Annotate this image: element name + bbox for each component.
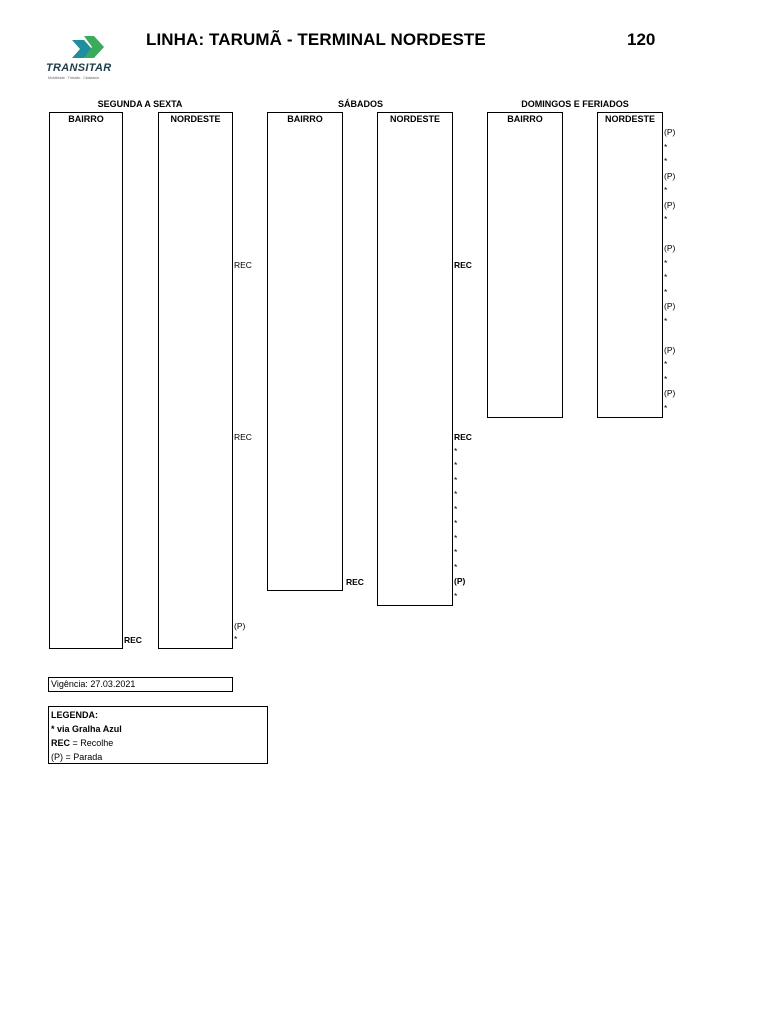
section-weekday: SEGUNDA A SEXTA — [97, 99, 183, 109]
column-header: NORDESTE — [389, 114, 440, 124]
sunday-bairro-column — [487, 112, 563, 418]
section-sunday: DOMINGOS E FERIADOS — [521, 99, 629, 109]
rec-mark: REC — [124, 635, 142, 645]
star-mark: * — [664, 374, 668, 384]
weekday-bairro-column — [49, 112, 123, 649]
stop-mark: (P) — [664, 171, 676, 181]
star-mark: * — [454, 562, 458, 572]
legend-box — [48, 706, 268, 764]
stop-mark: (P) — [664, 301, 676, 311]
column-header: BAIRRO — [68, 114, 104, 124]
legend-title: LEGENDA: — [51, 710, 98, 720]
star-mark: * — [454, 460, 458, 470]
stop-mark: (P) — [664, 345, 676, 355]
logo-tagline: Mobilidade . Trânsito . Cidadania — [48, 76, 99, 80]
star-mark: * — [234, 634, 238, 644]
saturday-nordeste-column — [377, 112, 453, 606]
legend-rec-key: REC — [51, 738, 71, 748]
rec-mark: REC — [346, 577, 364, 587]
section-saturday: SÁBADOS — [337, 99, 383, 109]
star-mark: * — [454, 489, 458, 499]
stop-mark: (P) — [664, 388, 676, 398]
column-header: NORDESTE — [604, 114, 655, 124]
star-mark: * — [664, 272, 668, 282]
logo-arrows-icon — [70, 34, 130, 64]
star-mark: * — [664, 359, 668, 369]
star-mark: * — [664, 403, 668, 413]
star-mark: * — [454, 504, 458, 514]
star-mark: * — [664, 142, 668, 152]
rec-mark: REC — [234, 432, 252, 442]
legend-rec-desc: = Recolhe — [70, 738, 114, 748]
stop-mark: (P) — [454, 576, 466, 586]
star-mark: * — [664, 287, 668, 297]
stop-mark: (P) — [234, 621, 246, 631]
page-title: LINHA: TARUMÃ - TERMINAL NORDESTE — [146, 30, 486, 49]
column-header: BAIRRO — [287, 114, 323, 124]
star-mark: * — [454, 591, 458, 601]
rec-mark: REC — [454, 432, 472, 442]
rec-mark: REC — [454, 260, 472, 270]
stop-mark: (P) — [664, 243, 676, 253]
star-mark: * — [454, 518, 458, 528]
line-number: 120 — [627, 30, 656, 49]
rec-mark: REC — [234, 260, 252, 270]
legend-star: * via Gralha Azul — [51, 724, 122, 734]
weekday-nordeste-column — [158, 112, 233, 649]
stop-mark: (P) — [664, 127, 676, 137]
star-mark: * — [454, 547, 458, 557]
star-mark: * — [664, 185, 668, 195]
star-mark: * — [454, 475, 458, 485]
star-mark: * — [664, 316, 668, 326]
star-mark: * — [664, 156, 668, 166]
star-mark: * — [454, 446, 458, 456]
logo-text: TRANSITAR — [46, 62, 112, 74]
star-mark: * — [454, 533, 458, 543]
star-mark: * — [664, 258, 668, 268]
legend-stop: (P) = Parada — [51, 752, 103, 762]
validity-text: Vigência: 27.03.2021 — [51, 679, 136, 689]
validity-box — [48, 677, 233, 692]
column-header: NORDESTE — [170, 114, 221, 124]
column-header: BAIRRO — [507, 114, 543, 124]
saturday-bairro-column — [267, 112, 343, 591]
stop-mark: (P) — [664, 200, 676, 210]
transitar-logo — [46, 34, 136, 86]
star-mark: * — [664, 214, 668, 224]
sunday-nordeste-column — [597, 112, 663, 418]
